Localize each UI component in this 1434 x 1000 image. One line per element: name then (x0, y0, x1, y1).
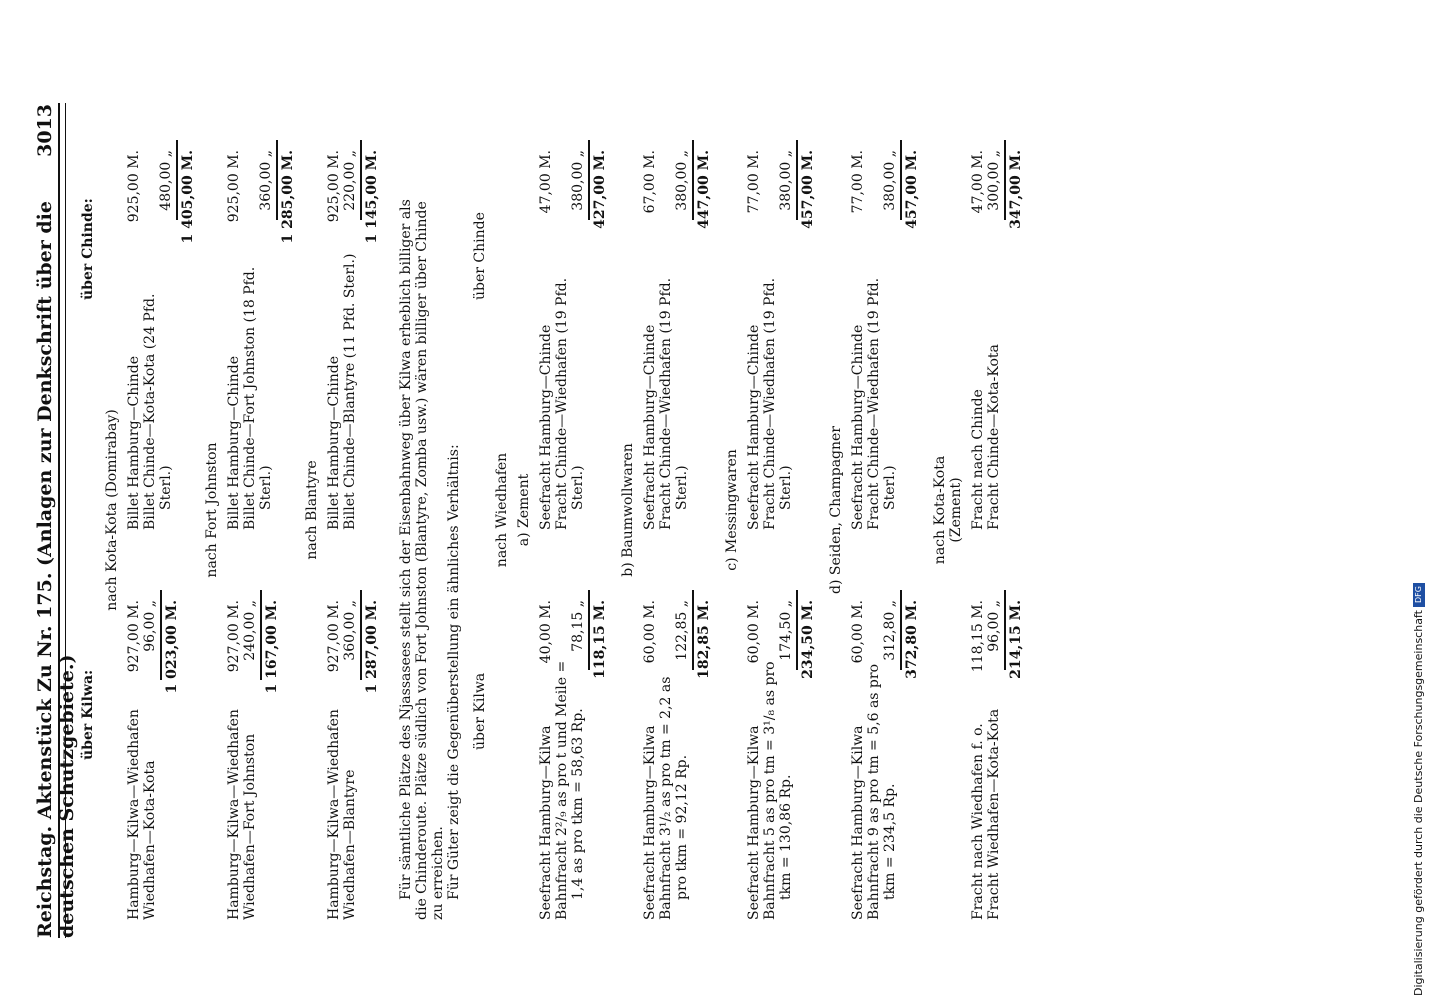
text-line: Seefracht Hamburg—Chinde (746, 324, 762, 530)
sum-value: 118,15 M. (592, 600, 608, 679)
text-line: Seefracht Hamburg—Kilwa (642, 725, 658, 920)
text-line: Sterl.) (258, 465, 274, 510)
value: 480,00 „ (158, 150, 174, 211)
sum-rule (276, 140, 278, 220)
value: 220,00 „ (342, 150, 358, 211)
sum-value: 182,85 M. (696, 600, 712, 679)
text-line: Fracht Wiedhafen—Kota-Kota (986, 708, 1002, 920)
text-line: Fracht Chinde—Wiedhafen (19 Pfd. (762, 277, 778, 530)
value: 47,00 M. (538, 150, 554, 214)
sum-rule (588, 140, 590, 220)
text-line: pro tkm = 92,12 Rp. (674, 754, 690, 900)
text-line: Fracht nach Wiedhafen f. o. (970, 723, 986, 920)
text-line: Billet Chinde—Fort Johnston (18 Pfd. (242, 266, 258, 530)
sum-rule (360, 140, 362, 220)
value: 380,00 „ (570, 150, 586, 211)
text-line: Seefracht Hamburg—Chinde (850, 324, 866, 530)
sum-value: 372,80 M. (904, 600, 920, 679)
sum-rule (796, 590, 798, 670)
sum-rule (900, 590, 902, 670)
value: 60,00 M. (746, 600, 762, 664)
sum-value: 1 287,00 M. (364, 600, 380, 694)
value: 78,15 „ (570, 600, 586, 652)
text-line: Fracht nach Chinde (970, 389, 986, 530)
paragraph-line: Für sämtliche Plätze des Njassasees stellt sich der Eisenbahnweg über Kilwa erheblich billiger als (398, 199, 414, 900)
text-line: Seefracht Hamburg—Kilwa (746, 725, 762, 920)
paragraph-line: zu erreichen. (430, 826, 446, 920)
dfg-logo: DFG (1413, 583, 1425, 607)
text-line: Billet Hamburg—Chinde (226, 355, 242, 530)
sum-value: 457,00 M. (904, 150, 920, 229)
sum-value: 1 023,00 M. (164, 600, 180, 694)
digitization-imprint (1412, 583, 1425, 996)
text-line: Wiedhafen—Kota-Kota (142, 760, 158, 920)
value: 927,00 M. (126, 600, 142, 673)
value: 118,15 M. (970, 600, 986, 673)
text-line: Hamburg—Kilwa—Wiedhafen (326, 709, 342, 920)
value: 40,00 M. (538, 600, 554, 664)
section-title: nach Kota-Kota (932, 455, 948, 565)
text-line: Billet Hamburg—Chinde (126, 355, 142, 530)
value: 927,00 M. (326, 600, 342, 673)
value: 174,50 „ (778, 600, 794, 661)
value: 122,85 „ (674, 600, 690, 661)
value: 312,80 „ (882, 600, 898, 661)
sum-rule (360, 590, 362, 680)
value: 96,00 „ (142, 600, 158, 652)
sum-value: 457,00 M. (800, 150, 816, 229)
text-line: Seefracht Hamburg—Kilwa (538, 725, 554, 920)
section-title: b) Baumwollwaren (620, 443, 636, 577)
text-line: Bahnfracht 3¹/₂ as pro tm = 2,2 as (658, 676, 674, 920)
section-title: a) Zement (516, 473, 532, 547)
heading-nach-fort-johnston: nach Fort Johnston (204, 442, 220, 578)
text-line: Seefracht Hamburg—Chinde (538, 324, 554, 530)
value: 67,00 M. (642, 150, 658, 214)
text-line: Billet Chinde—Kota-Kota (24 Pfd. (142, 293, 158, 530)
text-line: tkm = 130,86 Rp. (778, 774, 794, 900)
value: 300,00 „ (986, 150, 1002, 211)
text-line: Hamburg—Kilwa—Wiedhafen (226, 709, 242, 920)
value: 380,00 „ (778, 150, 794, 211)
sum-rule (1004, 140, 1006, 220)
value: 925,00 M. (326, 150, 342, 223)
sum-rule (692, 140, 694, 220)
sum-rule (1004, 590, 1006, 670)
heading-ueber-kilwa: über Kilwa: (80, 669, 96, 760)
text-line: Sterl.) (778, 465, 794, 510)
heading-goods-ueber-chinde: über Chinde (472, 212, 488, 300)
text-line: Fracht Chinde—Wiedhafen (19 Pfd. (658, 277, 674, 530)
text-line: Bahnfracht 9 as pro tm = 5,6 as pro (866, 663, 882, 920)
value: 96,00 „ (986, 600, 1002, 652)
text-line: Fracht Chinde—Kota-Kota (986, 344, 1002, 530)
text-line: Fracht Chinde—Wiedhafen (19 Pfd. (554, 277, 570, 530)
sum-rule (160, 590, 162, 680)
value: 60,00 M. (642, 600, 658, 664)
text-line: Sterl.) (882, 465, 898, 510)
header-title: Reichstag. Aktenstück Zu Nr. 175. (Anlagen zur Denkschrift über die deutschen Schutzgebiete.) (34, 201, 78, 938)
text-line: Seefracht Hamburg—Kilwa (850, 725, 866, 920)
text-line: Hamburg—Kilwa—Wiedhafen (126, 709, 142, 920)
text-line: tkm = 234,5 Rp. (882, 783, 898, 900)
text-line: Fracht Chinde—Wiedhafen (19 Pfd. (866, 277, 882, 530)
sum-rule (692, 590, 694, 670)
text-line: Billet Hamburg—Chinde (326, 355, 342, 530)
text-line: 1,4 as pro tkm = 58,63 Rp. (570, 708, 586, 900)
text-line: Wiedhafen—Fort Johnston (242, 733, 258, 920)
text-line: Sterl.) (674, 465, 690, 510)
value: 927,00 M. (226, 600, 242, 673)
imprint-text: Digitalisierung gefördert durch die Deutsche Forschungsgemeinschaft (1412, 610, 1425, 996)
text-line: Billet Chinde—Blantyre (11 Pfd. Sterl.) (342, 253, 358, 530)
sum-rule (900, 140, 902, 220)
sum-value: 214,15 M. (1008, 600, 1024, 679)
page-number: 3013 (34, 104, 56, 157)
value: 60,00 M. (850, 600, 866, 664)
heading-ueber-chinde: über Chinde: (80, 198, 96, 300)
header-rule (58, 103, 66, 938)
sum-rule (260, 590, 262, 680)
text-line: Wiedhafen—Blantyre (342, 769, 358, 920)
heading-nach-wiedhafen: nach Wiedhafen (494, 452, 510, 568)
sum-value: 1 285,00 M. (280, 150, 296, 244)
sum-value: 1 145,00 M. (364, 150, 380, 244)
value: 77,00 M. (850, 150, 866, 214)
value: 380,00 „ (882, 150, 898, 211)
text-line: Sterl.) (570, 465, 586, 510)
section-subtitle: (Zement) (948, 477, 964, 543)
sum-value: 1 167,00 M. (264, 600, 280, 694)
page-header (34, 104, 78, 938)
sum-rule (796, 140, 798, 220)
value: 380,00 „ (674, 150, 690, 211)
section-title: c) Messingwaren (724, 449, 740, 571)
text-line: Bahnfracht 5 as pro tm = 3¹/₈ as pro (762, 661, 778, 920)
text-line: Seefracht Hamburg—Chinde (642, 324, 658, 530)
value: 47,00 M. (970, 150, 986, 214)
value: 360,00 „ (258, 150, 274, 211)
paragraph-line: Für Güter zeigt die Gegenüberstellung ein ähnliches Verhältnis: (446, 444, 462, 900)
text-line: Bahnfracht 2²/₉ as pro t und Meile = (554, 660, 570, 920)
value: 925,00 M. (226, 150, 242, 223)
value: 925,00 M. (126, 150, 142, 223)
value: 360,00 „ (342, 600, 358, 661)
sum-rule (588, 590, 590, 670)
sum-value: 347,00 M. (1008, 150, 1024, 229)
paragraph-line: die Chinderoute. Plätze südlich von Fort Johnston (Blantyre, Zomba usw.) wären billiger über Chinde (414, 201, 430, 920)
heading-nach-kota: nach Kota-Kota (Domirabay) (104, 409, 120, 611)
heading-goods-ueber-kilwa: über Kilwa (472, 672, 488, 750)
sum-rule (176, 140, 178, 220)
value: 77,00 M. (746, 150, 762, 214)
sum-value: 1 405,00 M. (180, 150, 196, 244)
heading-nach-blantyre: nach Blantyre (304, 460, 320, 560)
section-title: d) Seiden, Champagner (828, 426, 844, 595)
sum-value: 447,00 M. (696, 150, 712, 229)
text-line: Sterl.) (158, 465, 174, 510)
sum-value: 234,50 M. (800, 600, 816, 679)
sum-value: 427,00 M. (592, 150, 608, 229)
value: 240,00 „ (242, 600, 258, 661)
